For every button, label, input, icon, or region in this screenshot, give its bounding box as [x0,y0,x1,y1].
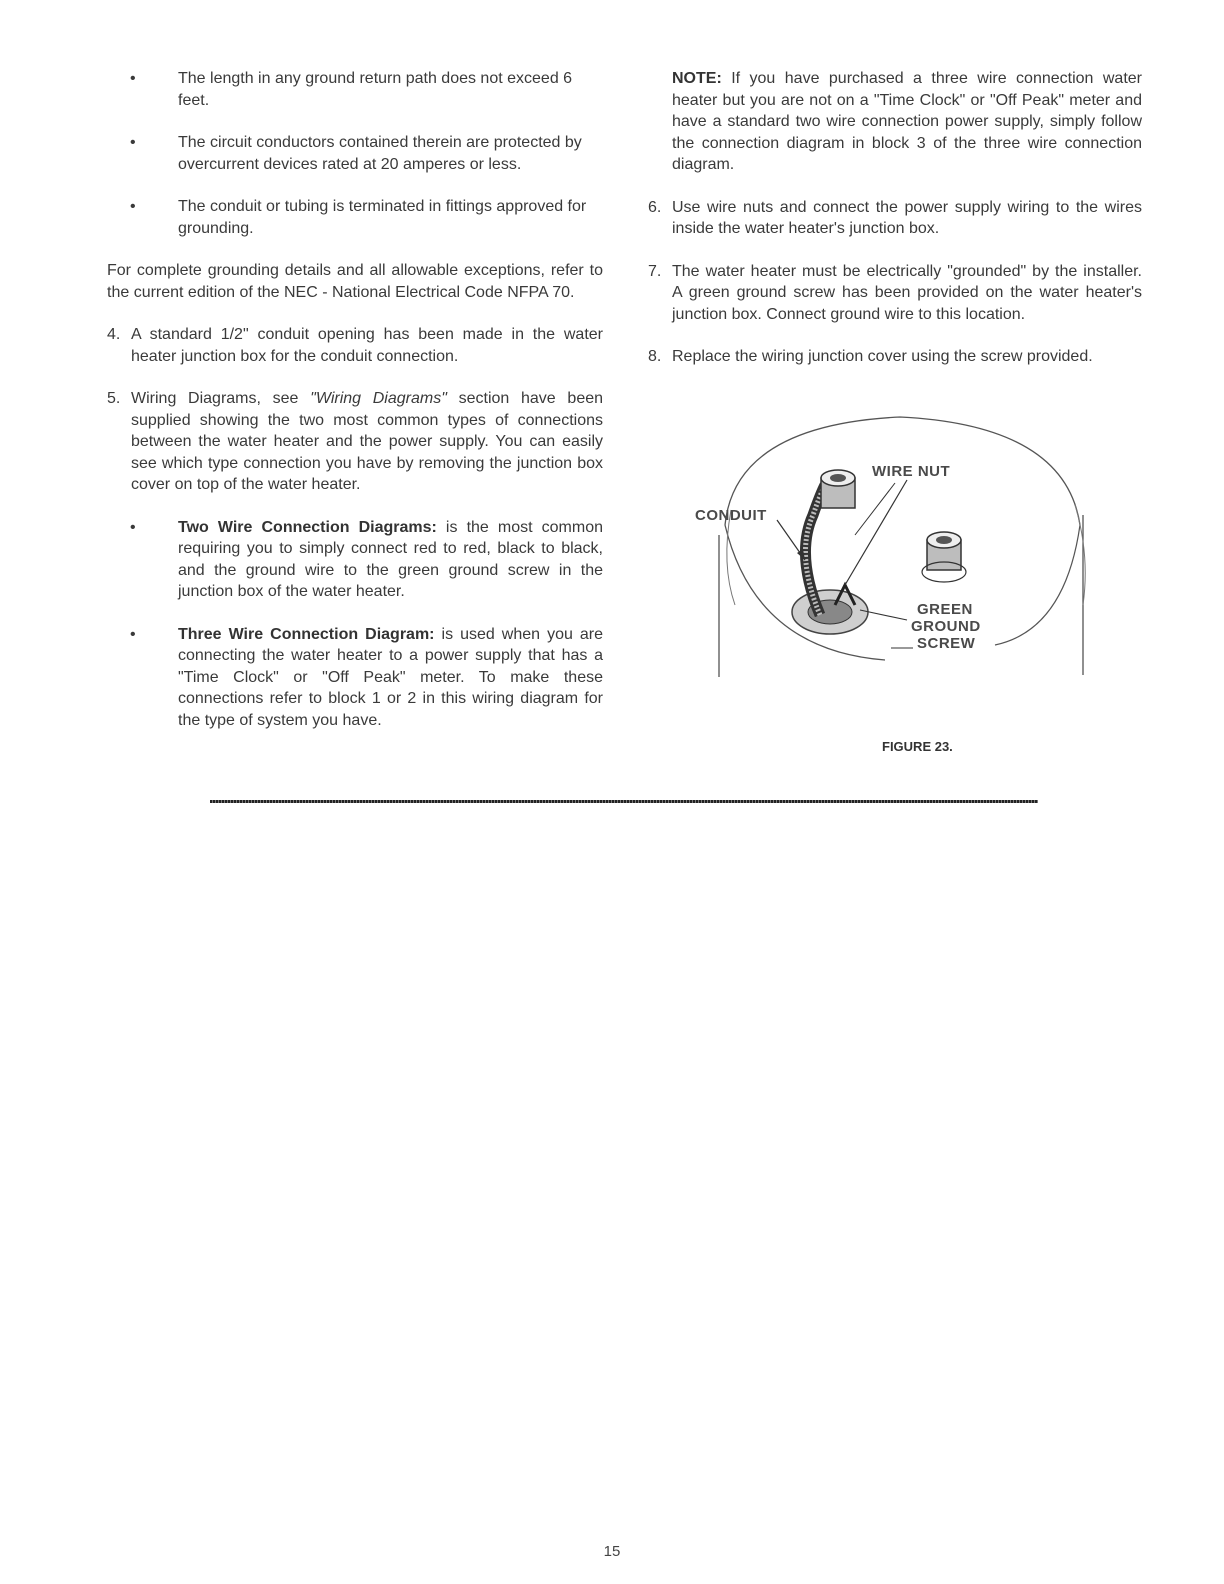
note-text: If you have purchased a three wire connection water heater but you are not on a "Time Clock" or "Off Peak" meter and have a standard two wire connection power supply, simply follow the connection diagram in block 3 of the three wire connection diagram. [672,70,1142,173]
item-number: 6. [648,198,662,216]
bullet-icon: • [130,70,136,87]
right-column [648,68,1142,389]
bullet-icon: • [130,625,136,643]
wire-nut-pointer-2 [855,483,895,535]
figure-23-illustration [695,405,1105,695]
item-number: 8. [648,348,662,365]
bullet-text: The length in any ground return path does not exceed 6 feet. [178,70,573,109]
sub-bullet-text: is the most common requiring you to simply connect red to red, black to black, and the ground wire to the green ground screw in the junction box of the water heater. [178,518,603,600]
wire-nut-label: WIRE NUT [872,463,951,480]
item-text-post: section have been supplied showing the two most common types of connections between the water heater and the power supply. You can easily see which type connection you have by removing the junction box cover on top of the water heater. [131,390,604,493]
item-text: The water heater must be electrically "grounded" by the installer. A green ground screw has been provided on the water heater's junction box. Connect ground wire to this location. [672,262,1142,323]
section-divider [210,800,1038,803]
screw-label: SCREW [917,635,976,652]
ground-label: GROUND [911,618,981,635]
tank-shade-left [727,510,735,605]
sub-bullet-title: Three Wire Connection Diagram: [178,625,435,643]
list-item [107,196,603,239]
numbered-item-6 [648,197,1142,240]
fitting-hole-right [936,536,952,544]
figure-caption: FIGURE 23. [882,739,953,754]
page-number: 15 [603,1543,621,1560]
item-text: Use wire nuts and connect the power supply wiring to the wires inside the water heater's junction box. [672,198,1142,237]
wiring-diagrams-reference: "Wiring Diagrams" [310,390,447,407]
item-text-pre: Wiring Diagrams, see [131,390,311,407]
numbered-item-8 [648,346,1142,368]
sub-bullet-title: Two Wire Connection Diagrams: [178,518,437,536]
list-item-three-wire [107,624,603,732]
fitting-hole-left [830,474,846,482]
list-item [107,132,603,175]
bullet-icon: • [130,134,136,151]
grounding-paragraph: For complete grounding details and all allowable exceptions, refer to the current edition of the NEC - National Electrical Code NFPA 70. [107,262,603,301]
numbered-item-4 [107,324,603,367]
note-label: NOTE: [672,70,722,87]
item-text: Replace the wiring junction cover using the screw provided. [672,348,1093,365]
conduit-label: CONDUIT [695,507,767,524]
bullet-text: The circuit conductors contained therein are protected by overcurrent devices rated at 20 amperes or less. [178,134,582,173]
sub-bullet-text: is used when you are connecting the water heater to a power supply that has a "Time Clock" or "Off Peak" meter. To make these connections refer to block 1 or 2 in this wiring diagram for the type of system you have. [178,625,603,729]
item-number: 4. [107,326,121,343]
note-paragraph [648,68,1142,176]
item-number: 5. [107,390,121,407]
bullet-icon: • [130,518,136,536]
item-number: 7. [648,262,662,280]
item-text: A standard 1/2" conduit opening has been made in the water heater junction box for the conduit connection. [131,326,603,365]
water-heater-top-drawing [695,405,1105,695]
bullet-icon: • [130,198,136,215]
green-label: GREEN [917,601,973,618]
list-item [107,68,603,111]
list-item-two-wire [107,517,603,603]
left-column [107,68,603,752]
numbered-item-5 [107,388,603,496]
tank-front-curve-right [995,525,1080,645]
numbered-item-7 [648,261,1142,326]
bullet-text: The conduit or tubing is terminated in fittings approved for grounding. [178,198,587,237]
tank-shade-right [1075,505,1085,605]
